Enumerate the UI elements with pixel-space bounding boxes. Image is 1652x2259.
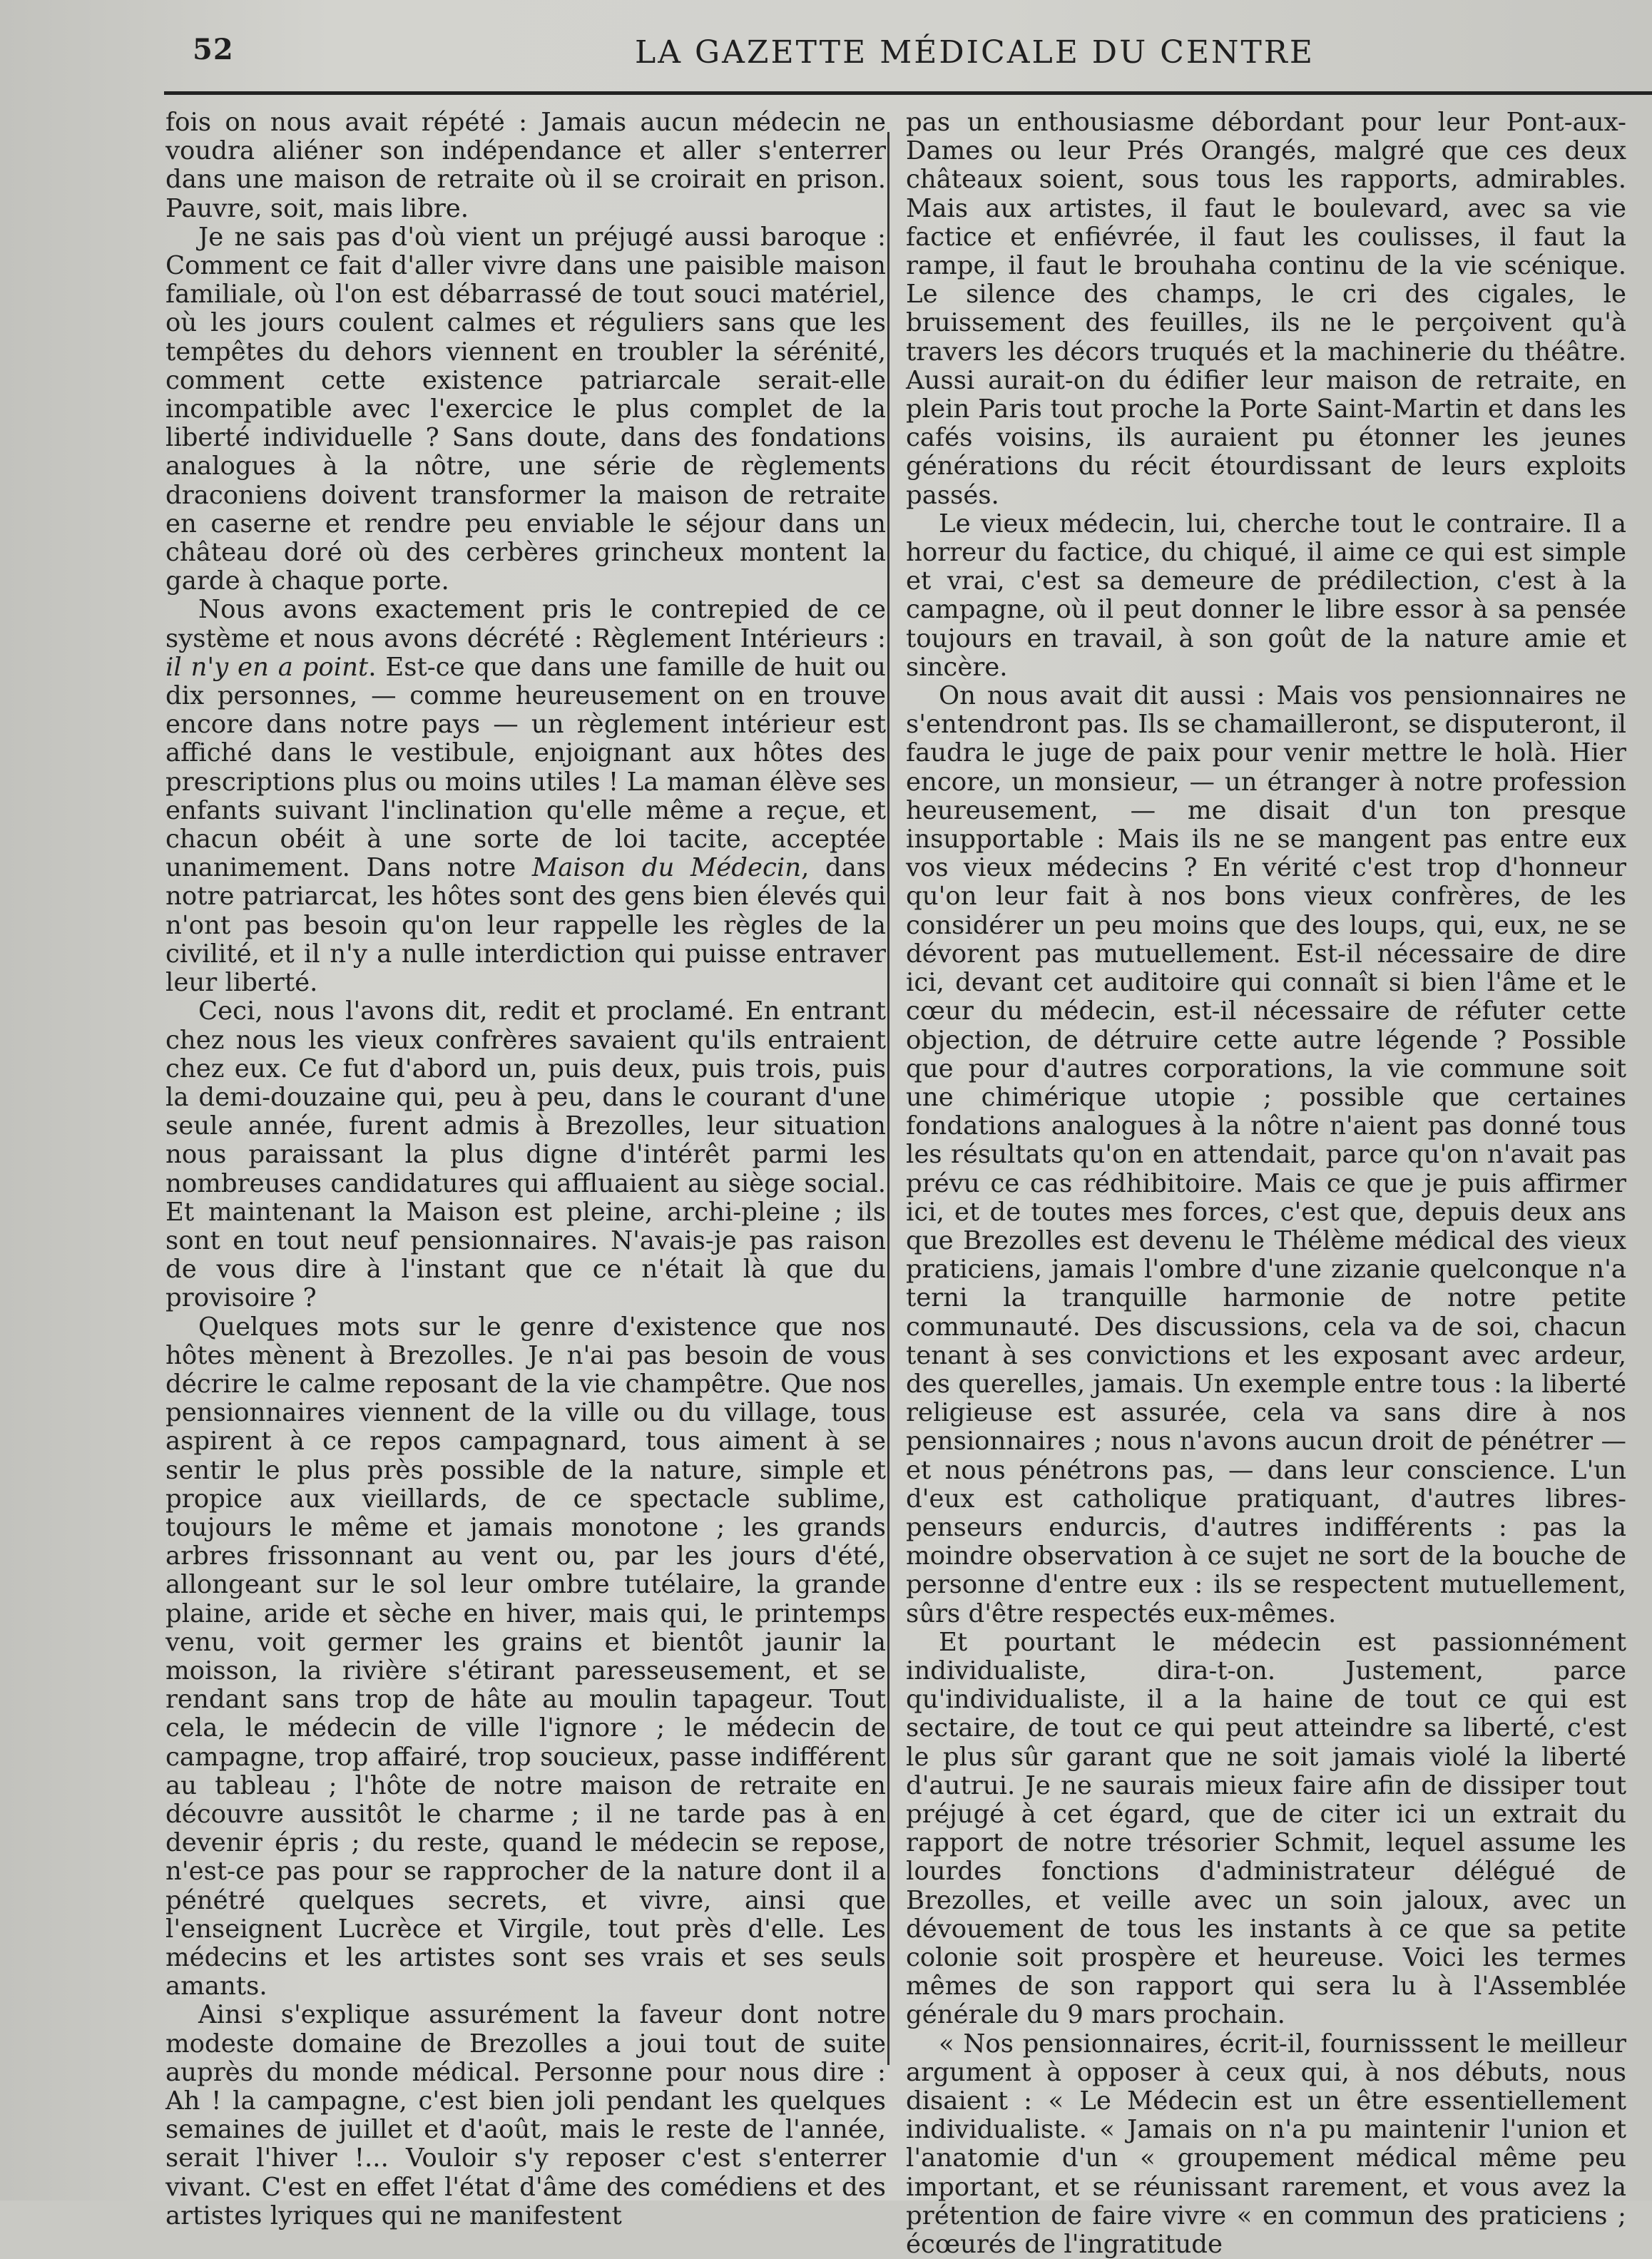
page-number: 52 [193, 33, 234, 66]
right-column [906, 108, 1626, 2259]
paragraph: Et pourtant le médecin est passionnément individualiste, dira-t-on. Justement, parce qu'individualiste, il a la haine de tout ce qui est sectaire, de tout ce qui peut atteindre sa liberté, c'est le plus sûr garant que ne soit jamais violé la liberté d'autrui. Je ne saurais mieux faire afin de dissiper tout préjugé à cet égard, que de citer ici un extrait du rapport de notre trésorier Schmit, lequel assume les lourdes fonctions d'administrateur délégué de Brezolles, et veille avec un soin jaloux, avec un dévouement de tous les instants à ce que sa petite colonie soit prospère et heureuse. Voici les termes mêmes de son rapport qui sera lu à l'Assemblée générale du 9 mars prochain. [906, 1627, 1626, 2030]
paragraph: fois on nous avait répété : Jamais aucun médecin ne voudra aliéner son indépendance et aller s'enterrer dans une maison de retraite où il se croirait en prison. Pauvre, soit, mais libre. [165, 108, 886, 223]
paragraph: Le vieux médecin, lui, cherche tout le contraire. Il a horreur du factice, du chiqué, il aime ce qui est simple et vrai, c'est sa demeure de prédilection, c'est à la campagne, où il peut donner le libre essor à sa pensée toujours en travail, à son goût de la nature amie et sincère. [906, 509, 1626, 682]
paragraph: Je ne sais pas d'où vient un préjugé aussi baroque : Comment ce fait d'aller vivre dans une paisible maison familiale, où l'on est débarrassé de tout souci matériel, où les jours coulent calmes et réguliers sans que les tempêtes du dehors viennent en troubler la sérénité, comment cette existence patriarcale serait-elle incompatible avec l'exercice le plus complet de la liberté individuelle ? Sans doute, dans des fondations analogues à la nôtre, une série de règlements draconiens doivent transformer la maison de retraite en caserne et rendre peu enviable le séjour dans un château doré où des cerbères grincheux montent la garde à chaque porte. [165, 222, 886, 596]
paragraph [165, 596, 886, 997]
text-run: Nous avons exactement pris le contrepied de ce système et nous avons décrété : Règlement Intérieurs : [165, 595, 886, 653]
paragraph: Quelques mots sur le genre d'existence que nos hôtes mènent à Brezolles. Je n'ai pas besoin de vous décrire le calme reposant de la vie champêtre. Que nos pensionnaires viennent de la ville ou du village, tous aspirent à ce repos campagnard, tous aiment à se sentir le plus près possible de la nature, simple et propice aux vieillards, de ce spectacle sublime, toujours le même et jamais monotone ; les grands arbres frissonnant au vent ou, par les jours d'été, allongeant sur le sol leur ombre tutélaire, la grande plaine, aride et sèche en hiver, mais qui, le printemps venu, voit germer les grains et bientôt jaunir la moisson, la rivière s'étirant paresseusement, et se rendant sans trop de hâte au moulin tapageur. Tout cela, le médecin de ville l'ignore ; le médecin de campagne, trop affairé, trop soucieux, passe indifférent au tableau ; l'hôte de notre maison de retraite en découvre aussitôt le charme ; il ne tarde pas à en devenir épris ; du reste, quand le médecin se repose, n'est-ce pas pour se rapprocher de la nature dont il a pénétré quelques secrets, et vivre, ainsi que l'enseignent Lucrèce et Virgile, tout près d'elle. Les médecins et les artistes sont ses vrais et ses seuls amants. [165, 1312, 886, 2002]
italic-text: il n'y en a point [165, 652, 369, 682]
column-divider [887, 132, 889, 2065]
header-rule [164, 91, 1652, 95]
left-column [165, 108, 886, 2230]
paragraph: Ainsi s'explique assurément la faveur dont notre modeste domaine de Brezolles a joui tout de suite auprès du monde médical. Personne pour nous dire : Ah ! la campagne, c'est bien joli pendant les quelques semaines de juillet et d'août, mais le reste de l'année, serait l'hiver !... Vouloir s'y reposer c'est s'enterrer vivant. C'est en effet l'état d'âme des comédiens et des artistes lyriques qui ne manifestent [165, 2000, 886, 2230]
paragraph: On nous avait dit aussi : Mais vos pensionnaires ne s'entendront pas. Ils se chamailleront, se disputeront, il faudra le juge de paix pour venir mettre le holà. Hier encore, un monsieur, — un étranger à notre profession heureusement, — me disait d'un ton presque insupportable : Mais ils ne se mangent pas entre eux vos vieux médecins ? En vérité c'est trop d'honneur qu'on leur fait à nos bons vieux confrères, de les considérer un peu moins que des loups, qui, eux, ne se dévorent pas mutuellement. Est-il nécessaire de dire ici, devant cet auditoire qui connaît si bien l'âme et le cœur du médecin, est-il nécessaire de réfuter cette objection, de détruire cette autre légende ? Possible que pour d'autres corporations, la vie commune soit une chimérique utopie ; possible que certaines fondations analogues à la nôtre n'aient pas donné tous les résultats qu'on en attendait, parce qu'on n'avait pas prévu ce cas rédhibitoire. Mais ce que je puis affirmer ici, et de toutes mes forces, c'est que, depuis deux ans que Brezolles est devenu le Thélème médical des vieux praticiens, jamais l'ombre d'une zizanie quelconque n'a terni la tranquille harmonie de notre petite communauté. Des discussions, cela va de soi, chacun tenant à ses convictions et les exposant avec ardeur, des querelles, jamais. Un exemple entre tous : la liberté religieuse est assurée, cela va sans dire à nos pensionnaires ; nous n'avons aucun droit de pénétrer — et nous pénétrons pas, — dans leur conscience. L'un d'eux est catholique pratiquant, d'autres libres-penseurs endurcis, d'autres indifférents : pas la moindre observation à ce sujet ne sort de la bouche de personne d'entre eux : ils se respectent mutuellement, sûrs d'être respectés eux-mêmes. [906, 681, 1626, 1628]
text-run: , dans notre patriarcat, les hôtes sont des gens bien élevés qui n'ont pas besoin qu'on leur rappelle les règles de la civilité, et il n'y a nulle interdiction qui puisse entraver leur liberté. [165, 853, 886, 998]
italic-text: Maison du Médecin [531, 853, 802, 883]
text-run: . Est-ce que dans une famille de huit ou dix personnes, — comme heureusement on en trouve encore dans notre pays — un règlement intérieur est affiché dans le vestibule, enjoignant aux hôtes des prescriptions plus ou moins utiles ! La maman élève ses enfants suivant l'inclination qu'elle même a reçue, et chacun obéit à une sorte de loi tacite, acceptée unanimement. Dans notre [165, 652, 886, 883]
paragraph: « Nos pensionnaires, écrit-il, fournisssent le meilleur argument à opposer à ceux qui, à nos débuts, nous disaient : « Le Médecin est un être essentiellement individualiste. « Jamais on n'a pu maintenir l'union et l'anatomie d'un « groupement médical même peu important, et se réunissant rarement, et vous avez la prétention de faire vivre « en commun des praticiens ; écœurés de l'ingratitude [906, 2029, 1626, 2259]
paragraph: Ceci, nous l'avons dit, redit et proclamé. En entrant chez nous les vieux confrères savaient qu'ils entraient chez eux. Ce fut d'abord un, puis deux, puis trois, puis la demi-douzaine qui, peu à peu, dans le courant d'une seule année, furent admis à Brezolles, leur situation nous paraissant la plus digne d'intérêt parmi les nombreuses candidatures qui affluaient au siège social. Et maintenant la Maison est pleine, archi-pleine ; ils sont en tout neuf pensionnaires. N'avais-je pas raison de vous dire à l'instant que ce n'était là que du provisoire ? [165, 996, 886, 1313]
journal-title: LA GAZETTE MÉDICALE DU CENTRE [635, 34, 1315, 71]
paragraph: pas un enthousiasme débordant pour leur Pont-aux-Dames ou leur Prés Orangés, malgré que ces deux châteaux soient, sous tous les rapports, admirables. Mais aux artistes, il faut le boulevard, avec sa vie factice et enfiévrée, il faut les coulisses, il faut la rampe, il faut le brouhaha continu de la vie scénique. Le silence des champs, le cri des cigales, le bruissement des feuilles, ils ne le perçoivent qu'à travers les décors truqués et la machinerie du théâtre. Aussi aurait-on du édifier leur maison de retraite, en plein Paris tout proche la Porte Saint-Martin et dans les cafés voisins, ils auraient pu étonner les jeunes générations du récit étourdissant de leurs exploits passés. [906, 108, 1626, 510]
running-head [193, 33, 1605, 83]
